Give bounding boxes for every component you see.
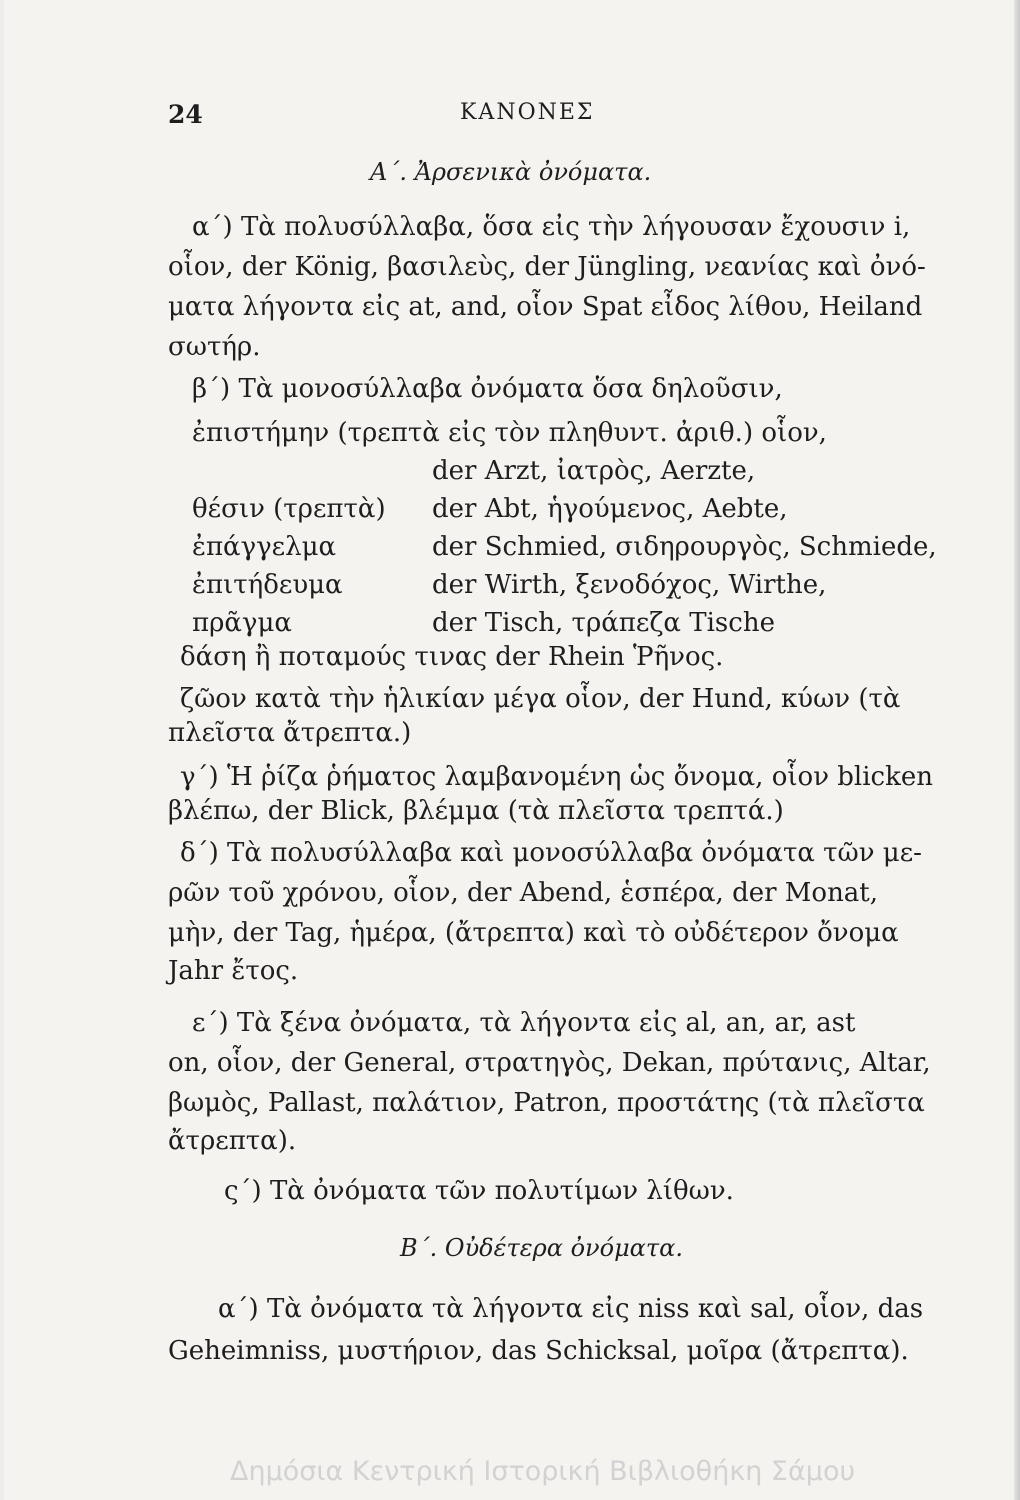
text-line: ζῶον κατὰ τὴν ἡλικίαν μέγα οἷον, der Hund, κύων (τὰ (180, 684, 901, 714)
text-line: α΄) Τὰ πολυσύλλαβα, ὅσα εἰς τὴν λήγουσαν ἔχουσιν i, (192, 212, 911, 242)
text-line: ς΄) Τὰ ὀνόματα τῶν πολυτίμων λίθων. (224, 1176, 734, 1206)
example-category: ἐπάγγελμα (192, 532, 337, 562)
example-entry: der Schmied, σιδηρουργὸς, Schmiede, (432, 532, 937, 562)
example-entry: der Abt, ἡγούμενος, Aebte, (432, 494, 788, 524)
text-line: Geheimniss, μυστήριον, das Schicksal, μοῖρα (ἄτρεπτα). (168, 1336, 909, 1366)
example-entry: der Wirth, ξενοδόχος, Wirthe, (432, 570, 827, 600)
text-line: δ΄) Τὰ πολυσύλλαβα καὶ μονοσύλλαβα ὀνόματα τῶν με- (180, 838, 922, 868)
example-category: ἐπιτήδευμα (192, 570, 343, 600)
text-line: βωμὸς, Pallast, παλάτιον, Patron, προστάτης (τὰ πλεῖστα (168, 1088, 925, 1118)
text-line: οἷον, der König, βασιλεὺς, der Jüngling, νεανίας καὶ ὀνό- (168, 252, 926, 282)
text-line: πλεῖστα ἄτρεπτα.) (168, 718, 412, 748)
example-entry: der Tisch, τράπεζα Tische (432, 608, 775, 638)
section-b-heading: Β΄. Οὐδέτερα ὀνόματα. (400, 1234, 683, 1262)
text-line: γ΄) Ἡ ῥίζα ῥήματος λαμβανομένη ὡς ὄνομα, οἷον blicken (180, 762, 933, 792)
text-line: ρῶν τοῦ χρόνου, οἷον, der Abend, ἑσπέρα, der Monat, (168, 878, 879, 908)
page-edge-left (0, 0, 4, 1500)
text-line: Jahr ἔτος. (168, 956, 299, 986)
example-category: θέσιν (τρεπτὰ) (192, 494, 386, 524)
text-line: βλέπω, der Blick, βλέμμα (τὰ πλεῖστα τρεπτά.) (168, 796, 784, 826)
text-line: on, οἷον, der General, στρατηγὸς, Dekan, πρύτανις, Altar, (168, 1048, 931, 1078)
page-number: 24 (168, 100, 203, 129)
text-line: δάση ἢ ποταμούς τινας der Rhein Ῥῆνος. (180, 642, 724, 672)
text-line: ἄτρεπτα). (168, 1126, 297, 1156)
text-line: μὴν, der Tag, ἡμέρα, (ἄτρεπτα) καὶ τὸ οὐδέτερον ὄνομα (168, 918, 899, 948)
text-line: ἐπιστήμην (τρεπτὰ εἰς τὸν πληθυντ. ἀριθ.) οἷον, (192, 418, 827, 448)
text-line: σωτήρ. (168, 332, 261, 362)
section-a-heading: Α΄. Ἀρσενικὰ ὀνόματα. (370, 158, 652, 186)
running-title: ΚΑΝΟΝΕΣ (460, 100, 595, 125)
page-edge-right (1014, 0, 1020, 1500)
text-line: α΄) Τὰ ὀνόματα τὰ λήγοντα εἰς niss καὶ sal, οἷον, das (218, 1294, 924, 1324)
example-entry: der Arzt, ἰατρὸς, Aerzte, (432, 456, 756, 486)
text-line: ματα λήγοντα εἰς at, and, οἷον Spat εἶδος λίθου, Heiland (168, 292, 923, 322)
library-watermark: Δημόσια Κεντρική Ιστορική Βιβλιοθήκη Σάμου (230, 1456, 856, 1487)
text-line: β΄) Τὰ μονοσύλλαβα ὀνόματα ὅσα δηλοῦσιν, (192, 374, 783, 404)
text-line: ε΄) Τὰ ξένα ὀνόματα, τὰ λήγοντα εἰς al, an, ar, ast (192, 1008, 856, 1038)
example-category: πρᾶγμα (192, 608, 292, 638)
